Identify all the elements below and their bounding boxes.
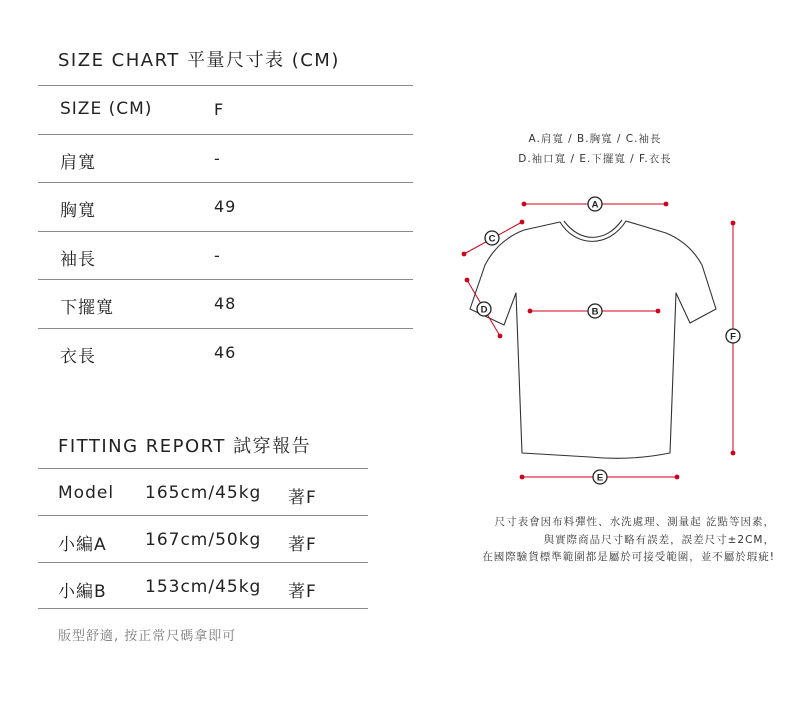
size-row-label: 肩寬 <box>60 152 96 173</box>
marker-a-label: A <box>591 199 599 211</box>
tshirt-diagram <box>440 185 760 490</box>
size-row-label: 袖長 <box>60 249 96 270</box>
measure-endpoint <box>664 202 669 207</box>
fitting-report-title: FITTING REPORT 試穿報告 <box>58 436 312 457</box>
fitting-name: 小編B <box>58 582 107 602</box>
marker-e-label: E <box>596 472 604 484</box>
fitting-report-table <box>38 468 368 609</box>
size-row <box>38 279 413 328</box>
fitting-measure: 153cm/45kg <box>145 577 262 597</box>
disclaimer-line-3: 在國際驗貨標準範圍都是屬於可接受範圍，並不屬於瑕疵! <box>482 551 775 563</box>
size-chart-title: SIZE CHART 平量尺寸表 (CM) <box>58 50 340 71</box>
size-row-label: 衣長 <box>60 346 96 367</box>
fitting-name: 小編A <box>58 535 107 555</box>
marker-b-label: B <box>591 306 599 318</box>
size-row <box>38 328 413 377</box>
fitting-size-worn: 著F <box>288 535 317 555</box>
size-row-label: SIZE (CM) <box>60 99 153 119</box>
size-row-label: 下擺寬 <box>60 298 114 318</box>
size-chart-table <box>38 85 413 376</box>
fitting-measure: 167cm/50kg <box>145 530 262 550</box>
measure-endpoint <box>528 309 533 314</box>
size-row <box>38 231 413 280</box>
measure-endpoint <box>465 278 470 283</box>
measure-endpoint <box>462 252 467 257</box>
measure-endpoint <box>498 334 503 339</box>
fitting-measure: 165cm/45kg <box>145 483 262 503</box>
size-row <box>38 182 413 231</box>
measure-endpoint <box>520 220 525 225</box>
fitting-note: 版型舒適, 按正常尺碼拿即可 <box>58 629 237 644</box>
measure-endpoint <box>731 451 736 456</box>
size-row-value: 46 <box>214 342 237 362</box>
marker-f-label: F <box>730 331 736 343</box>
size-row-value: F <box>214 100 225 119</box>
size-row <box>38 134 413 183</box>
measure-endpoint <box>731 221 736 226</box>
disclaimer-line-2: 與實際商品尺寸略有誤差，誤差尺寸±2CM， <box>543 534 775 546</box>
measure-endpoint <box>520 475 525 480</box>
size-row <box>38 85 413 134</box>
fitting-size-worn: 著F <box>288 582 317 602</box>
fitting-size-worn: 著F <box>288 488 317 508</box>
measure-endpoint <box>675 475 680 480</box>
marker-d-label: D <box>480 304 488 316</box>
fitting-row <box>38 468 368 515</box>
size-row-label: 胸寬 <box>60 201 96 221</box>
size-row-value: 49 <box>214 197 237 216</box>
size-row-value: - <box>214 245 221 265</box>
tshirt-outline-icon <box>470 221 716 458</box>
fitting-row <box>38 515 368 562</box>
size-row-value: 48 <box>214 294 237 313</box>
marker-c-label: C <box>488 233 496 245</box>
fitting-name: Model <box>58 483 115 503</box>
measure-endpoint <box>656 309 661 314</box>
diagram-legend-line-2: D.袖口寬 / E.下擺寬 / F.衣長 <box>518 153 672 165</box>
diagram-legend-line-1: A.肩寬 / B.胸寬 / C.袖長 <box>528 133 662 145</box>
disclaimer-line-1: 尺寸表會因布料彈性、水洗處理、測量起 訖點等因素， <box>494 516 775 528</box>
measure-endpoint <box>522 202 527 207</box>
fitting-row <box>38 562 368 609</box>
size-row-value: - <box>214 148 221 168</box>
